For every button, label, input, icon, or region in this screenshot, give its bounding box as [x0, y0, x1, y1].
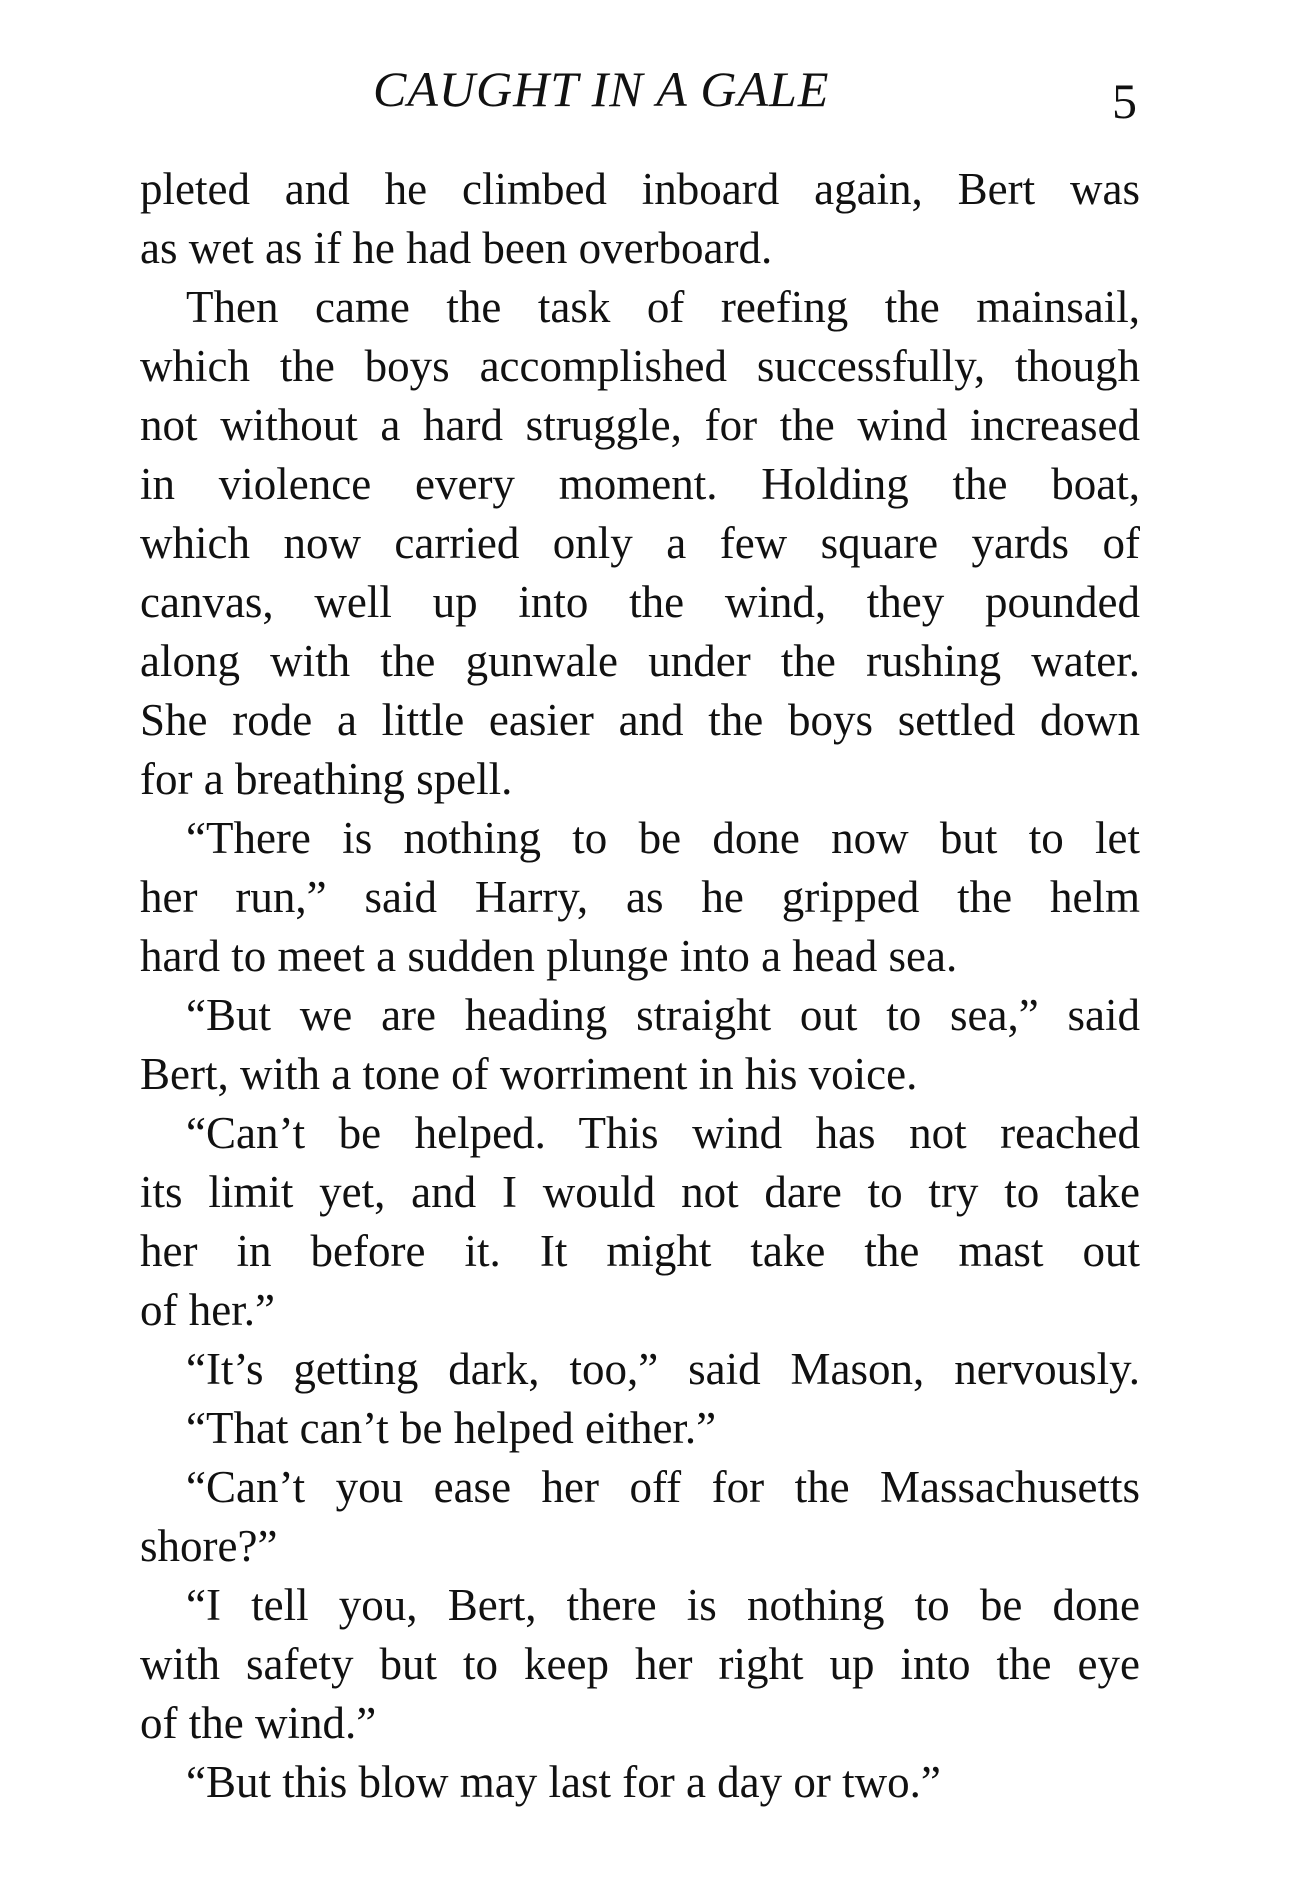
page-number: 5: [1112, 73, 1137, 129]
text-line: “But we are heading straight out to sea,” said: [186, 990, 1140, 1040]
text-line: Then came the task of reefing the mainsail,: [186, 282, 1140, 332]
text-line: “Can’t you ease her off for the Massachusetts: [186, 1462, 1140, 1512]
text-line: “It’s getting dark, too,” said Mason, nervously.: [186, 1344, 1140, 1394]
text-line: her run,” said Harry, as he gripped the helm: [140, 872, 1140, 922]
text-line: Bert, with a tone of worriment in his voice.: [140, 1049, 918, 1099]
text-line: She rode a little easier and the boys settled down: [140, 695, 1140, 745]
text-line: along with the gunwale under the rushing water.: [140, 636, 1140, 686]
text-line: of the wind.”: [140, 1698, 377, 1748]
body-text: [140, 160, 1140, 1812]
text-line: as wet as if he had been overboard.: [140, 223, 773, 273]
text-line: which the boys accomplished successfully, though: [140, 341, 1140, 391]
text-line: of her.”: [140, 1285, 275, 1335]
running-head: CAUGHT IN A GALE: [373, 61, 830, 117]
text-line: shore?”: [140, 1521, 278, 1571]
text-line: not without a hard struggle, for the wind increased: [140, 400, 1140, 450]
text-line: “But this blow may last for a day or two.”: [186, 1757, 941, 1807]
text-line: for a breathing spell.: [140, 754, 513, 804]
text-line: pleted and he climbed inboard again, Bert was: [140, 164, 1140, 214]
text-line: “There is nothing to be done now but to let: [186, 813, 1140, 863]
text-line: “Can’t be helped. This wind has not reached: [186, 1108, 1140, 1158]
text-line: her in before it. It might take the mast out: [140, 1226, 1140, 1276]
text-line: its limit yet, and I would not dare to try to take: [140, 1167, 1140, 1217]
text-line: “That can’t be helped either.”: [186, 1403, 717, 1453]
text-line: which now carried only a few square yards of: [140, 518, 1140, 568]
text-line: in violence every moment. Holding the boat,: [140, 459, 1140, 509]
text-line: canvas, well up into the wind, they pounded: [140, 577, 1140, 627]
text-line: “I tell you, Bert, there is nothing to be done: [186, 1580, 1140, 1630]
text-line: with safety but to keep her right up into the eye: [140, 1639, 1140, 1689]
text-line: hard to meet a sudden plunge into a head sea.: [140, 931, 958, 981]
